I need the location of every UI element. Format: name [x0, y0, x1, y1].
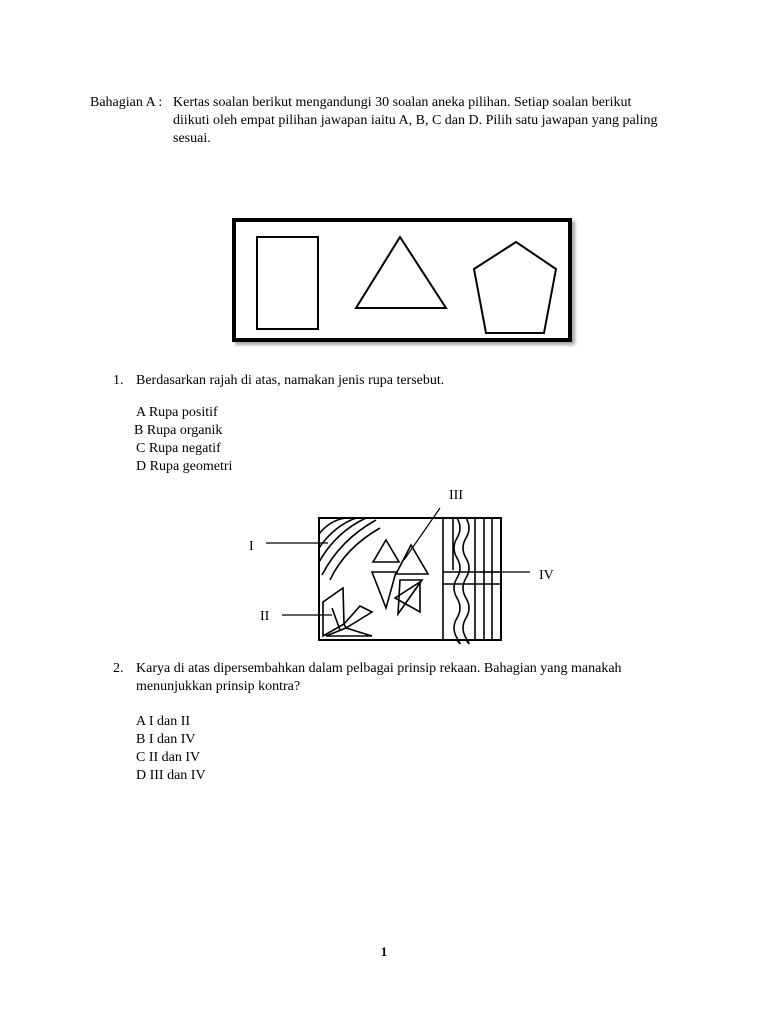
- section-label: Bahagian A :: [90, 95, 163, 110]
- question-2-option-b[interactable]: B I dan IV: [136, 732, 196, 747]
- label-iii: III: [449, 488, 463, 503]
- question-2-option-c[interactable]: C II dan IV: [136, 750, 201, 765]
- label-i: I: [249, 539, 254, 554]
- question-1-text: Berdasarkan rajah di atas, namakan jenis rupa tersebut.: [136, 373, 445, 388]
- question-2-option-a[interactable]: A I dan II: [136, 714, 191, 729]
- label-iv: IV: [539, 568, 554, 583]
- question-2-option-d[interactable]: D III dan IV: [136, 768, 206, 783]
- instructions-line: Kertas soalan berikut mengandungi 30 soalan aneka pilihan. Setiap soalan berikut: [173, 95, 632, 110]
- question-2-text-line: Karya di atas dipersembahkan dalam pelbagai prinsip rekaan. Bahagian yang manakah: [136, 661, 622, 676]
- page-number: 1: [380, 944, 388, 959]
- leaf-pattern: [323, 588, 372, 636]
- arc-pattern: [319, 518, 380, 580]
- question-1-number: 1.: [113, 373, 124, 388]
- triangle-pattern: [372, 540, 428, 614]
- question-1-option-b[interactable]: B Rupa organik: [134, 423, 223, 438]
- question-1-option-c[interactable]: C Rupa negatif: [136, 441, 221, 456]
- label-ii: II: [260, 609, 270, 624]
- stripe-pattern: [443, 518, 500, 644]
- question-1-option-a[interactable]: A Rupa positif: [136, 405, 218, 420]
- question-2-number: 2.: [113, 661, 124, 676]
- question-1-option-d[interactable]: D Rupa geometri: [136, 459, 233, 474]
- question-2-text-line: menunjukkan prinsip kontra?: [136, 679, 301, 694]
- instructions-line: sesuai.: [173, 131, 211, 146]
- instructions-line: diikuti oleh empat pilihan jawapan iaitu A, B, C dan D. Pilih satu jawapan yang paling: [173, 113, 658, 128]
